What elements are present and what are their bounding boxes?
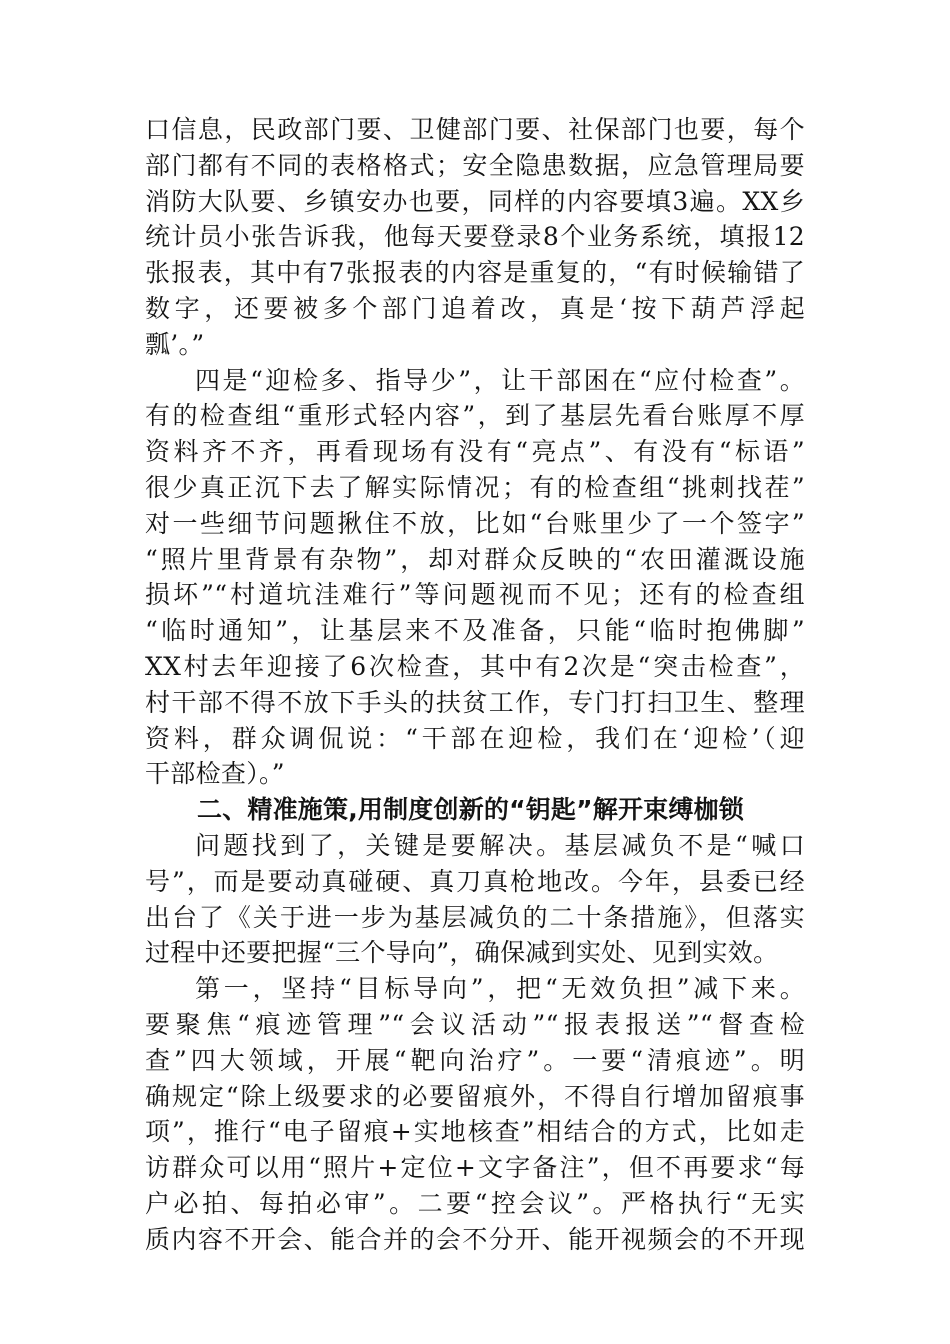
text-line: 对一些细节问题揪住不放，比如“台账里少了一个签字”	[145, 508, 805, 538]
text-line: 资料，群众调侃说：“干部在迎检，我们在‘迎检’（迎	[145, 723, 805, 753]
text-line: 口信息，民政部门要、卫健部门要、社保部门也要，每个	[145, 115, 805, 144]
text-line: 干部检查）。”	[145, 759, 285, 789]
text-line: 很少真正沉下去了解实际情况；有的检查组“挑刺找茬”	[145, 472, 805, 502]
text-line: XX村去年迎接了6次检查，其中有2次是“突击检查”，	[145, 651, 805, 681]
text-line: 户必拍、每拍必审”。二要“控会议”。严格执行“无实	[145, 1188, 805, 1218]
text-line: 损坏”“村道坑洼难行”等问题视而不见；还有的检查组	[145, 580, 805, 610]
text-line: “临时通知”，让基层来不及准备，只能“临时抱佛脚”	[145, 616, 805, 646]
paragraph-first-line: 问题找到了，关键是要解决。基层减负不是“喊口	[195, 830, 805, 860]
paragraph-first-line: 第一，坚持“目标导向”，把“无效负担”减下来。	[195, 974, 805, 1004]
text-line: 有的检查组“重形式轻内容”，到了基层先看台账厚不厚	[145, 401, 805, 431]
text-line: 张报表，其中有7张报表的内容是重复的，“有时候输错了	[145, 258, 805, 288]
text-line: 访群众可以用“照片+定位+文字备注”，但不再要求“每	[145, 1153, 805, 1183]
text-line: 瓢’。”	[145, 329, 205, 359]
text-line: 号”，而是要动真碰硬、真刀真枪地改。今年，县委已经	[145, 866, 805, 896]
text-line: 项”，推行“电子留痕+实地核查”相结合的方式，比如走	[145, 1117, 805, 1147]
section-heading: 二、精准施策,用制度创新的“钥匙”解开束缚枷锁	[197, 795, 744, 825]
text-line: 统计员小张告诉我，他每天要登录8个业务系统，填报12	[145, 222, 805, 252]
text-line: 要聚焦“痕迹管理”“会议活动”“报表报送”“督查检	[145, 1009, 805, 1039]
text-line: 查”四大领域，开展“靶向治疗”。一要“清痕迹”。明	[145, 1045, 805, 1075]
text-line: 确规定“除上级要求的必要留痕外，不得自行增加留痕事	[145, 1081, 805, 1111]
text-line: 出台了《关于进一步为基层减负的二十条措施》，但落实	[145, 902, 805, 932]
text-line: 消防大队要、乡镇安办也要，同样的内容要填3遍。XX乡	[145, 186, 805, 216]
text-line: 部门都有不同的表格格式；安全隐患数据，应急管理局要	[145, 150, 805, 180]
text-line: 村干部不得不放下手头的扶贫工作，专门打扫卫生、整理	[145, 687, 805, 717]
text-line: 数字，还要被多个部门追着改，真是‘按下葫芦浮起	[145, 293, 805, 323]
text-line: “照片里背景有杂物”，却对群众反映的“农田灌溉设施	[145, 544, 805, 574]
text-line: 资料齐不齐，再看现场有没有“亮点”、有没有“标语”	[145, 437, 805, 467]
text-line: 过程中还要把握“三个导向”，确保减到实处、见到实效。	[145, 938, 779, 968]
document-body	[145, 112, 805, 1258]
paragraph-first-line: 四是“迎检多、指导少”，让干部困在“应付检查”。	[195, 365, 805, 395]
text-line: 质内容不开会、能合并的会不分开、能开视频会的不开现	[145, 1224, 805, 1254]
